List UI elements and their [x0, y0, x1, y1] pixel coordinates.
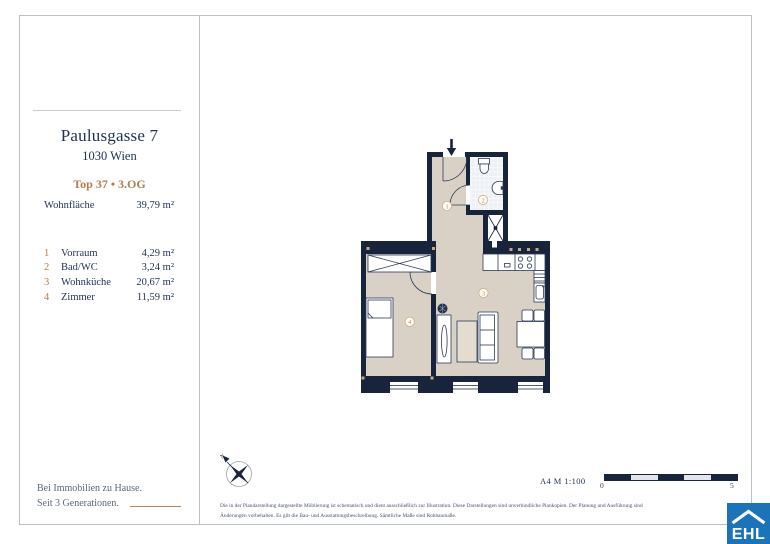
total-area-value: 39,79 m² [136, 200, 174, 211]
scale-segment [631, 475, 657, 480]
svg-text:2: 2 [481, 197, 485, 205]
wall [545, 241, 550, 393]
tagline-line1: Bei Immobilien zu Hause. [37, 483, 142, 494]
disclaimer-line1: Die in der Plandarstellung dargestellte Möblierung ist schematisch und dient ausschließlich zur Illustration. Diese Darstellungen sind unverbindliche Plankopien. Der Planung und Ausführung sind [220, 503, 643, 509]
sidebar-rule [33, 110, 181, 111]
room-badge-4 [405, 317, 414, 326]
disclaimer-line2: Änderungen vorbehalten. Es gilt die Bau- und Ausstattungsbeschreibung. Sämtliche Maße sind Rohbaumaße. [220, 512, 457, 519]
scale-segment [711, 475, 737, 480]
window [518, 382, 543, 393]
room-row-zimmer [44, 290, 174, 305]
room-row-badwc [44, 261, 174, 276]
kitchen-sink [534, 283, 545, 302]
room-label: Vorraum [61, 247, 98, 259]
tv-sideboard [437, 315, 451, 363]
wardrobe [368, 255, 431, 272]
room-number: 3 [44, 276, 50, 288]
stove-burner [527, 264, 531, 268]
sink-faucet [501, 186, 503, 189]
windows [390, 382, 543, 393]
coffee-table [457, 321, 477, 362]
kitchen-counter [483, 254, 545, 271]
page-title: Paulusgasse 7 [60, 126, 159, 145]
tagline-line2: Seit 3 Generationen. [37, 498, 119, 509]
room-label: Wohnküche [61, 276, 111, 288]
total-area-label: Wohnfläche [44, 200, 95, 211]
wall [465, 152, 508, 157]
wall [431, 254, 436, 272]
disclaimer-text [220, 502, 742, 521]
wall [361, 241, 366, 393]
page-subtitle: 1030 Wien [82, 149, 137, 163]
compass-n-label: N [219, 453, 227, 461]
room-number: 4 [44, 291, 50, 303]
toilet-bowl [480, 164, 489, 174]
wall [466, 210, 503, 215]
room-number: 2 [44, 262, 50, 274]
room-badge-1 [442, 201, 451, 210]
scale-segment [658, 475, 684, 480]
bed [366, 298, 393, 357]
scale-segment [605, 475, 631, 480]
stove-burner [527, 257, 531, 261]
compass-icon [216, 449, 262, 495]
logo-roof-icon [733, 512, 765, 524]
chair [522, 348, 533, 359]
compass-star [230, 465, 248, 483]
window [390, 382, 418, 393]
scale-start-label: 0 [600, 481, 604, 490]
floor-plan [355, 125, 575, 405]
chair [534, 310, 545, 321]
room-badge-3 [479, 288, 488, 297]
ehl-logo [727, 503, 770, 544]
wall [503, 152, 508, 241]
floor-passage [436, 241, 483, 254]
logo-text: EHL [731, 526, 766, 543]
room-label: Zimmer [61, 291, 95, 303]
room-area: 20,67 m² [136, 276, 174, 288]
dining-table [517, 322, 545, 348]
wall [483, 215, 488, 241]
wall [427, 152, 432, 241]
window [453, 382, 478, 393]
stove-burner [518, 264, 522, 268]
plant-icon [438, 304, 448, 314]
room-area: 3,24 m² [141, 262, 174, 274]
scale-end-label: 5 [730, 481, 734, 490]
shaft-door [492, 241, 497, 248]
format-scale-label: A4 M 1:100 [540, 476, 586, 486]
svg-text:4: 4 [408, 319, 412, 326]
sidebar-divider [199, 15, 200, 525]
toilet-icon [479, 159, 490, 165]
chair [534, 348, 545, 359]
stove-burner [518, 257, 522, 261]
tagline-underline [130, 506, 181, 507]
chair [522, 310, 533, 321]
room-number: 1 [44, 247, 50, 259]
dishwasher [534, 271, 545, 284]
total-area-row [44, 200, 174, 211]
room-area: 11,59 m² [136, 291, 174, 303]
sofa [478, 312, 498, 363]
unit-label: Top 37 • 3.OG [73, 177, 146, 191]
svg-text:3: 3 [481, 290, 486, 298]
scale-bar [604, 474, 738, 481]
entrance-arrow-icon [447, 139, 456, 156]
scale-segment [684, 475, 710, 480]
room-list [44, 246, 174, 304]
svg-text:1: 1 [445, 203, 449, 211]
room-area: 4,29 m² [141, 247, 174, 259]
room-label: Bad/WC [61, 262, 98, 274]
wall [431, 294, 436, 376]
floor-vorraum-lower [432, 215, 483, 241]
room-row-vorraum [44, 246, 174, 261]
room-row-wohnkueche [44, 275, 174, 290]
wall [361, 241, 436, 254]
room-badge-2 [478, 195, 487, 204]
